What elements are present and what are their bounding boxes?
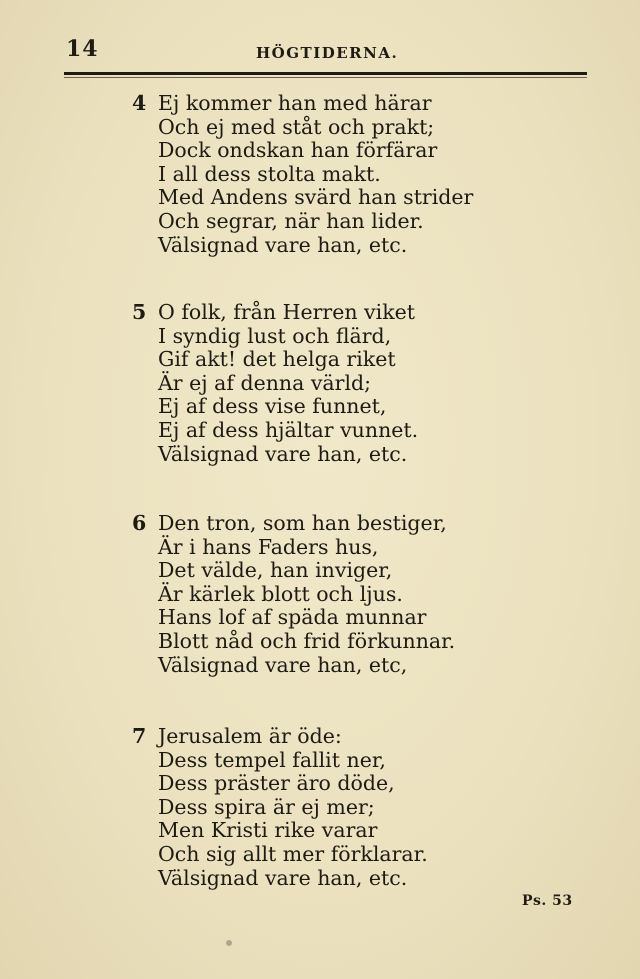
stanza-refrain: Välsignad vare han, etc,: [158, 652, 408, 677]
stanza-line: Gif akt! det helga riket: [158, 347, 396, 372]
stanza-5: [130, 301, 550, 466]
stanza-line: Med Andens svärd han strider: [158, 185, 474, 210]
stanza-number: 6: [132, 511, 147, 535]
paper-speck: [226, 940, 232, 946]
stanza-line: 7 Jerusalem är öde:: [132, 724, 342, 748]
stanza-refrain: Välsignad vare han, etc.: [158, 441, 408, 466]
stanza-line: Ej af dess vise funnet,: [158, 394, 387, 419]
stanza-line: Och ej med ståt och prakt;: [158, 114, 435, 139]
stanza-line: Det välde, han inviger,: [158, 558, 393, 583]
stanza-line: Dess präster äro döde,: [158, 771, 395, 796]
page-number: 14: [66, 36, 99, 62]
stanza-line: Är i hans Faders hus,: [158, 534, 379, 559]
stanza-line: I syndig lust och flärd,: [158, 323, 392, 348]
stanza-line: Är kärlek blott och ljus.: [158, 581, 403, 606]
stanza-refrain: Välsignad vare han, etc.: [158, 865, 408, 890]
stanza-line: Hans lof af späda munnar: [158, 605, 427, 630]
header-rule: [64, 72, 587, 75]
stanza-line: Dock ondskan han förfärar: [158, 138, 438, 163]
stanza-line: 5 O folk, från Herren viket: [132, 300, 415, 324]
stanza-line: Dess tempel fallit ner,: [158, 747, 386, 772]
running-head: HÖGTIDERNA.: [256, 44, 399, 62]
stanza-refrain: Välsignad vare han, etc.: [158, 232, 408, 257]
stanza-line: Ej af dess hjältar vunnet.: [158, 417, 419, 442]
stanza-number: 4: [132, 91, 147, 115]
stanza-line: 6 Den tron, som han bestiger,: [132, 511, 447, 535]
stanza-line: Dess spira är ej mer;: [158, 794, 375, 819]
catchword: Ps. 53: [522, 893, 573, 909]
stanza-line: Men Kristi rike varar: [158, 818, 378, 843]
stanza-line: Och segrar, när han lider.: [158, 208, 424, 233]
stanza-line: I all dess stolta makt.: [158, 161, 381, 186]
stanza-6: [130, 512, 550, 677]
header-rule-thin: [64, 77, 587, 78]
stanza-line: Är ej af denna värld;: [158, 370, 372, 395]
stanza-4: [130, 92, 550, 257]
stanza-number: 7: [132, 724, 147, 748]
stanza-number: 5: [132, 300, 147, 324]
stanza-line: 4 Ej kommer han med härar: [132, 91, 432, 115]
stanza-line: Blott nåd och frid förkunnar.: [158, 628, 456, 653]
stanza-line: Och sig allt mer förklarar.: [158, 841, 428, 866]
stanza-7: [130, 725, 550, 890]
